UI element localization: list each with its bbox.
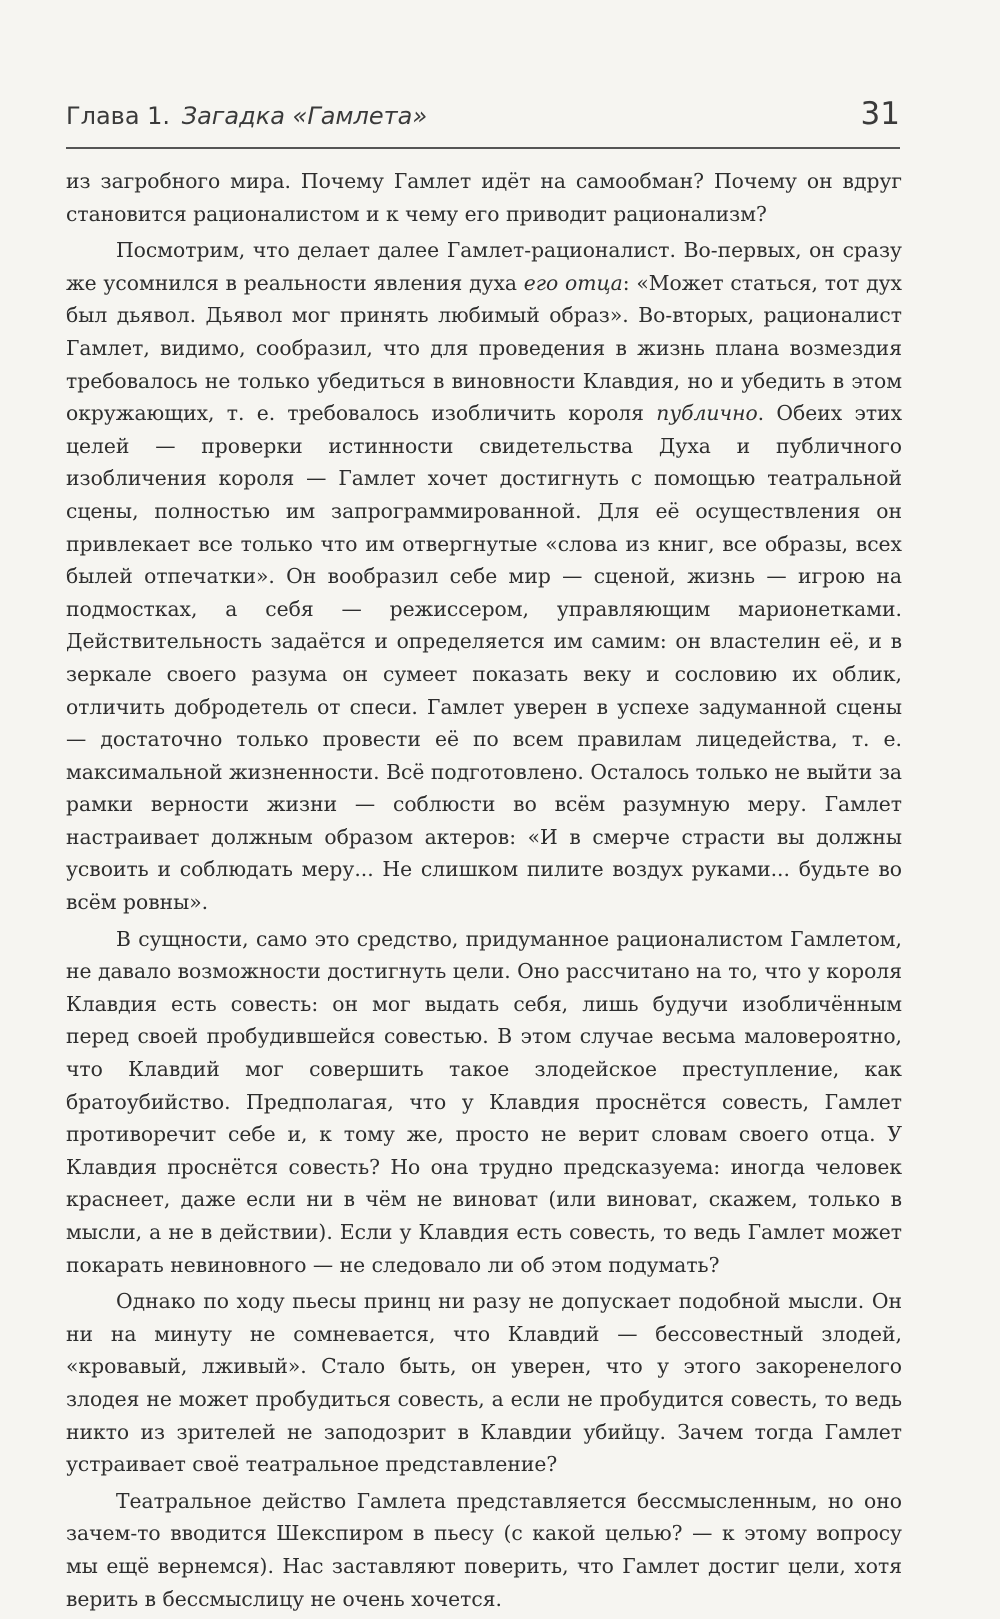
text-run: . Обеих этих целей — проверки истинности свидетельства Духа и публичного изобличения короля — Гамлет хочет достигнуть с помощью театральной сцены, полностью им запрограммированной. Для её осуществления он привлекает все только что им отвергнутые «слова из книг, все образы, всех былей отпечатки». Он вообразил себе мир — сценой, жизнь — игрою на подмостках, а себя — режиссером, управляющим марионетками. Действительность задаётся и определяется им самим: он властелин её, и в зеркале своего разума он сумеет показать веку и сословию их облик, отличить добродетель от спеси. Гамлет уверен в успехе задуманной сцены — достаточно только провести её по всем правилам лицедейства, т. е. максимальной жизненности. Всё подготовлено. Осталось только не выйти за рамки верности жизни — соблюсти во всём разумную меру. Гамлет настраивает должным образом актеров: «И в смерче страсти вы должны усвоить и соблюдать меру... Не слишком пилите воздух руками... будьте во всём ровны». xyxy=(66,401,903,915)
body-text xyxy=(66,165,902,1619)
text-run: : «Может статься, тот дух был дьявол. Дьявол мог принять любимый образ». Во-вторых, рационалист Гамлет, видимо, сообразил, что для проведения в жизнь плана возмездия требовалось не только убедиться в виновности Клавдия, но и убедить в этом окружающих, т. е. требовалось изобличить короля xyxy=(66,270,902,426)
paragraph-4 xyxy=(66,1285,902,1481)
emphasis-his-father: его отца xyxy=(523,270,623,295)
paragraph-5 xyxy=(66,1485,902,1615)
chapter-title: Загадка «Гамлета» xyxy=(181,102,428,130)
paragraph-1 xyxy=(66,165,902,230)
text-run: из загробного мира. Почему Гамлет идёт на самообман? Почему он вдруг становится рационалистом и к чему его приводит рационализм? xyxy=(66,169,902,226)
chapter-heading xyxy=(66,102,427,130)
running-head xyxy=(66,96,900,140)
emphasis-publicly: публично xyxy=(656,401,758,426)
header-rule xyxy=(66,147,900,149)
text-run: Однако по ходу пьесы принц ни разу не допускает подобной мысли. Он ни на минуту не сомневается, что Клавдий — бессовестный злодей, «кровавый, лживый». Стало быть, он уверен, что у этого закоренелого злодея не может пробудиться совесть, а если не пробудится совесть, то ведь никто из зрителей не заподозрит в Клавдии убийцу. Зачем тогда Гамлет устраивает своё театральное представление? xyxy=(66,1289,902,1477)
page-number: 31 xyxy=(860,96,900,132)
text-run: В сущности, само это средство, придуманное рационалистом Гамлетом, не давало возможности достигнуть цели. Оно рассчитано на то, что у короля Клавдия есть совесть: он мог выдать себя, лишь будучи изобличённым перед своей пробудившейся совестью. В этом случае весьма маловероятно, что Клавдий мог совершить такое злодейское преступление, как братоубийство. Предполагая, что у Клавдия проснётся совесть, Гамлет противоречит себе и, к тому же, просто не верит словам своего отца. У Клавдия проснётся совесть? Но она трудно предсказуема: иногда человек краснеет, даже если ни в чём не виноват (или виноват, скажем, только в мысли, а не в действии). Если у Клавдия есть совесть, то ведь Гамлет может покарать невиновного — не следовало ли об этом подумать? xyxy=(66,926,902,1277)
text-run: Посмотрим, что делает далее Гамлет-рационалист. Во-первых, он сразу же усомнился в реальности явления духа xyxy=(66,238,902,295)
paragraph-2 xyxy=(66,234,902,918)
text-run: Театральное действо Гамлета представляется бессмысленным, но оно зачем-то вводится Шекспиром в пьесу (с какой целью? — к этому вопросу мы ещё вернемся). Нас заставляют поверить, что Гамлет достиг цели, хотя верить в бессмыслицу не очень хочется. xyxy=(66,1488,902,1611)
paragraph-3 xyxy=(66,923,902,1282)
chapter-label: Глава 1. xyxy=(66,102,171,130)
